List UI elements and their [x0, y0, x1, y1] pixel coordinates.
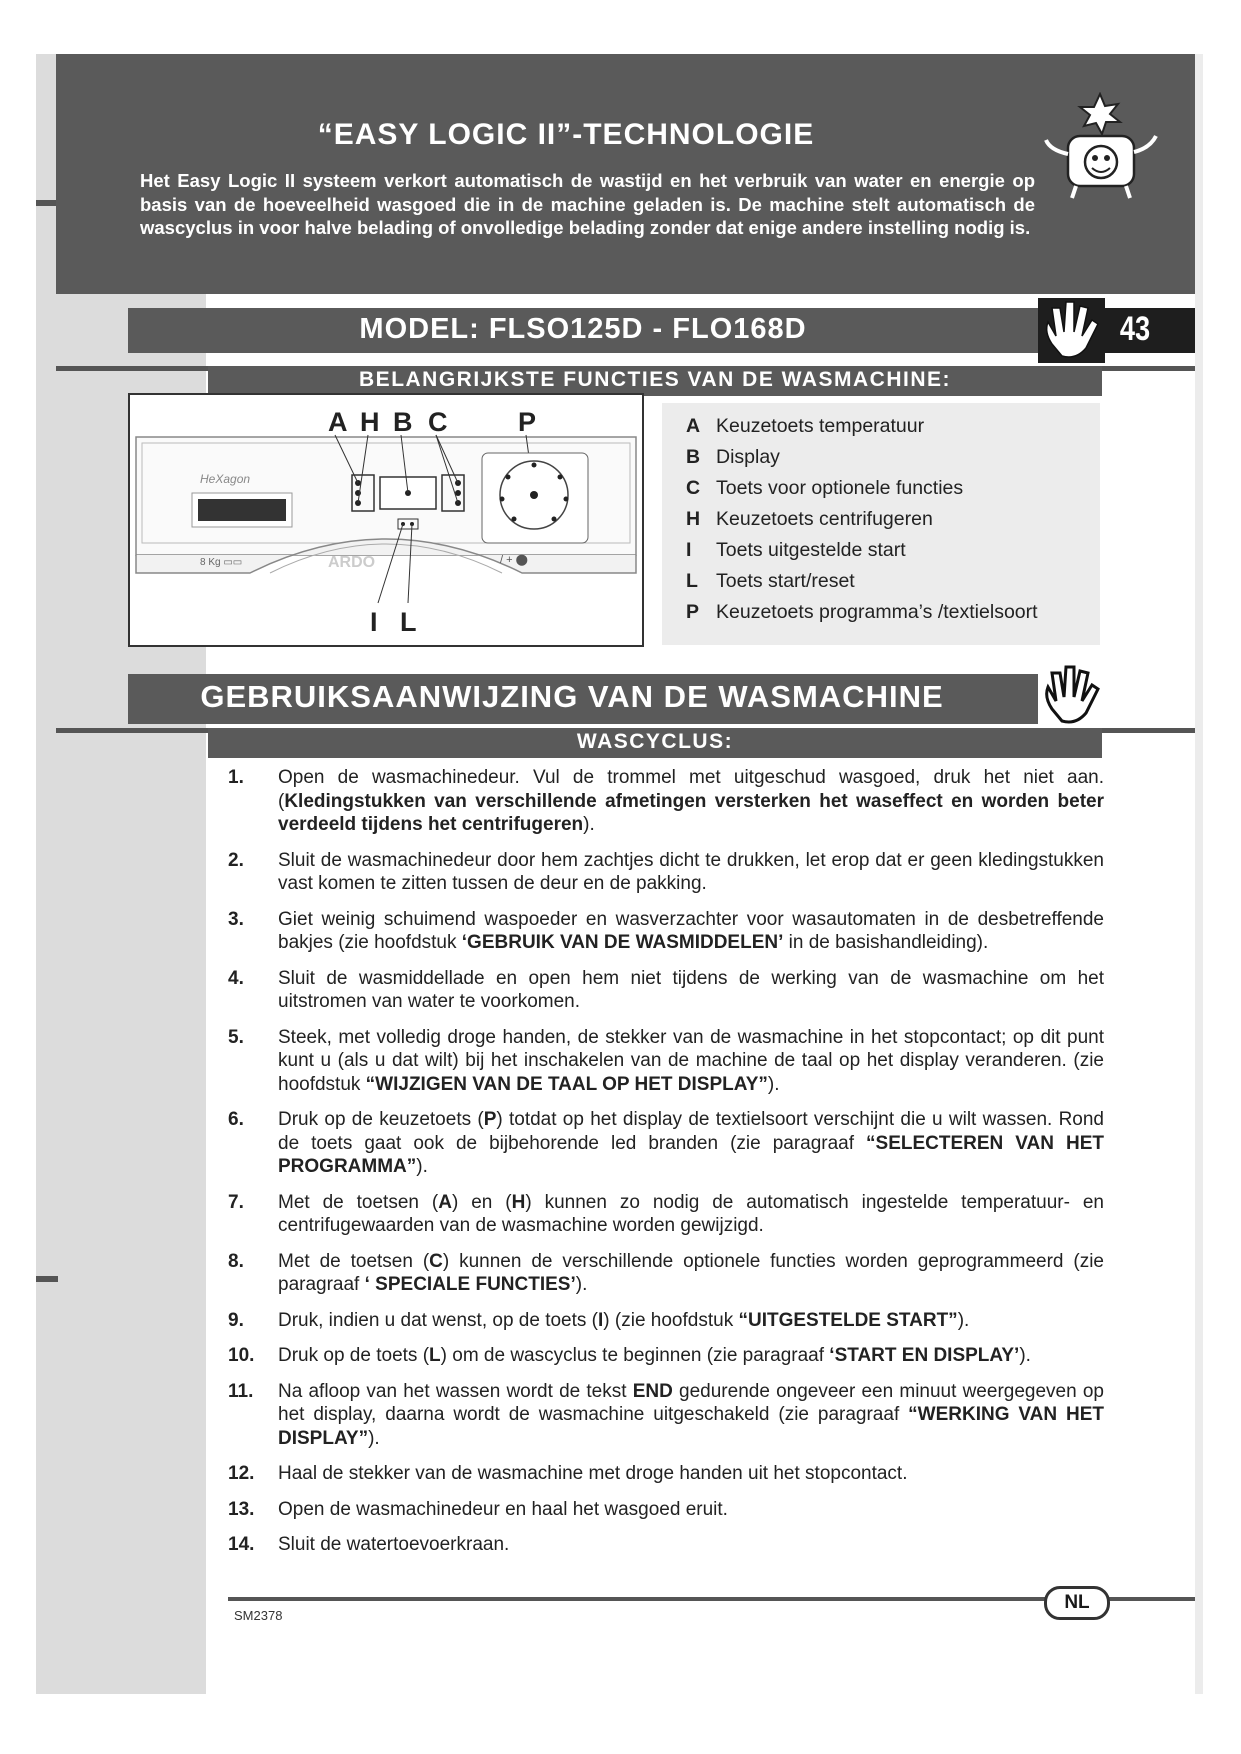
- step-text: ).: [1019, 1345, 1031, 1366]
- step-text: ).: [583, 814, 595, 835]
- step-text: Giet weinig schuimend waspoeder en wasverzachter voor wasautomaten in de desbetreffende bakjes (zie hoofdstuk: [278, 908, 1104, 953]
- step-emphasis: A: [438, 1191, 452, 1213]
- margin-tick-top: [36, 200, 58, 206]
- legend-text: Keuzetoets temperatuur: [716, 415, 925, 437]
- step-number: 11.: [228, 1380, 254, 1402]
- step-text: ).: [575, 1274, 588, 1295]
- functions-legend: [662, 403, 1100, 645]
- usage-title: GEBRUIKSAANWIJZING VAN DE WASMACHINE: [200, 679, 944, 714]
- step-text: Haal de stekker van de wasmachine met droge handen uit het stopcontact.: [278, 1463, 908, 1484]
- legend-key: I: [686, 539, 692, 561]
- step-text: ) kunnen zo nodig de automatisch ingestelde temperatuur- en centrifugewaarden van de wasmachine worden gewijzigd.: [278, 1191, 1104, 1236]
- step-item: [228, 1309, 1104, 1333]
- step-item: [228, 1191, 1104, 1238]
- step-item: [228, 1498, 1104, 1522]
- easy-logic-title: “EASY LOGIC II”-TECHNOLOGIE: [317, 118, 815, 151]
- step-emphasis: END: [632, 1380, 673, 1402]
- step-number: 8.: [228, 1250, 244, 1272]
- step-text: gedurende ongeveer een minuut weergegeven op het display, daarna wordt de wasmachine uitgeschakeld (zie paragraaf: [278, 1380, 1104, 1425]
- legend-key: A: [686, 415, 701, 437]
- diagram-label-I: I: [370, 607, 378, 637]
- step-emphasis: Kledingstukken van verschillende afmetingen versterken het waseffect en worden beter verdeeld tijdens het centrifugeren: [278, 790, 1104, 835]
- legend-text: Toets start/reset: [716, 570, 855, 592]
- step-item: [228, 1108, 1104, 1179]
- legend-item: [686, 442, 1038, 473]
- step-item: [228, 1344, 1104, 1368]
- legend-key: H: [686, 508, 701, 530]
- step-number: 2.: [228, 849, 244, 871]
- step-text: ).: [767, 1073, 780, 1095]
- legend-text: Keuzetoets programma’s /textielsoort: [716, 601, 1038, 623]
- step-text: Druk op de toets (: [278, 1345, 430, 1366]
- legend-item: [686, 411, 1038, 442]
- legend-key: L: [686, 570, 698, 592]
- diagram-label-P: P: [518, 407, 537, 437]
- step-item: [228, 849, 1104, 896]
- page-number: 43: [1119, 310, 1151, 348]
- legend-text: Toets voor optionele functies: [716, 477, 964, 499]
- step-number: 3.: [228, 908, 244, 930]
- step-emphasis: “UITGESTELDE START”: [738, 1309, 958, 1331]
- step-text: Met de toetsen (: [278, 1250, 430, 1272]
- step-number: 13.: [228, 1498, 255, 1520]
- step-text: Met de toetsen (: [278, 1191, 439, 1213]
- legend-item: [686, 473, 1038, 504]
- legend-key: P: [686, 601, 700, 623]
- step-text: ) totdat op het display de textielsoort verschijnt die u wilt wassen. Rond de toets gaat ook de bijbehorende led branden (zie paragraaf: [278, 1109, 1104, 1154]
- step-text: ).: [368, 1427, 380, 1449]
- language-badge: NL: [1044, 1586, 1110, 1620]
- step-emphasis: ‘ SPECIALE FUNCTIES’: [364, 1274, 576, 1295]
- step-text: ) om de wascyclus te beginnen (zie paragraaf: [440, 1345, 830, 1366]
- step-item: [228, 908, 1104, 955]
- hand-icon: [1038, 665, 1105, 725]
- hand-icon-box-top: [1038, 298, 1105, 363]
- functions-title: BELANGRIJKSTE FUNCTIES VAN DE WASMACHINE:: [359, 368, 951, 391]
- step-emphasis: C: [429, 1250, 443, 1272]
- svg-text:ARDO: ARDO: [328, 554, 376, 571]
- diagram-label-H: H: [360, 407, 380, 437]
- hand-icon: [1038, 298, 1105, 363]
- step-emphasis: “SELECTEREN VAN HET PROGRAMMA”: [278, 1132, 1104, 1177]
- step-text: ) (zie hoofdstuk: [603, 1309, 739, 1331]
- step-number: 9.: [228, 1309, 244, 1331]
- easy-logic-intro: Het Easy Logic II systeem verkort automatisch de wastijd en het verbruik van water en energie op basis van de hoeveelheid wasgoed die in de machine geladen is. De machine stelt automatisch de wascyclus in voor halve belading of onvolledige belading zonder dat enige andere instelling nodig is.: [140, 170, 1035, 238]
- diagram-label-C: C: [428, 407, 448, 437]
- step-number: 14.: [228, 1534, 255, 1555]
- legend-key: B: [686, 446, 701, 468]
- legend-item: [686, 535, 1038, 566]
- step-text: ).: [957, 1309, 970, 1331]
- step-text: Open de wasmachinedeur en haal het wasgoed eruit.: [278, 1498, 728, 1520]
- step-number: 1.: [228, 767, 244, 788]
- step-text: ).: [416, 1156, 428, 1177]
- step-text: Sluit de wasmiddellade en open hem niet tijdens de werking van de wasmachine om het uitstromen van water te voorkomen.: [278, 967, 1104, 1012]
- step-item: [228, 1462, 1104, 1486]
- legend-text: Display: [716, 446, 780, 468]
- step-item: [228, 1533, 1104, 1557]
- step-text: Sluit de wasmachinedeur door hem zachtjes dicht te drukken, let erop dat er geen kledingstukken vast komen te zitten tussen de deur en de pakking.: [278, 849, 1104, 894]
- step-text: Sluit de watertoevoerkraan.: [278, 1534, 510, 1555]
- diagram-label-A: A: [328, 407, 348, 437]
- step-text: Druk, indien u dat wenst, op de toets (: [278, 1309, 599, 1331]
- left-margin-strip: [36, 54, 206, 1694]
- step-emphasis: “WIJZIGEN VAN DE TAAL OP HET DISPLAY”: [365, 1073, 768, 1095]
- step-text: Druk op de keuzetoets (: [278, 1109, 484, 1130]
- step-emphasis: L: [429, 1345, 441, 1366]
- step-number: 12.: [228, 1463, 255, 1484]
- diagram-brand-label: HeXagon: [200, 472, 251, 486]
- legend-list: [686, 411, 1038, 628]
- legend-item: [686, 597, 1038, 628]
- step-emphasis: ‘GEBRUIK VAN DE WASMIDDELEN’: [461, 932, 784, 953]
- step-item: [228, 1026, 1104, 1097]
- svg-text:/ + ⬤: / + ⬤: [500, 554, 528, 566]
- step-emphasis: I: [598, 1309, 604, 1331]
- wascyclus-title: WASCYCLUS:: [576, 730, 734, 753]
- legend-item: [686, 504, 1038, 535]
- diagram-label-B: B: [393, 407, 413, 437]
- legend-key: C: [686, 477, 701, 499]
- step-text: Steek, met volledig droge handen, de stekker van de wasmachine in het stopcontact; op dit punt kunt u (als u dat wilt) bij het inschakelen van de machine de taal op het display veranderen. (zie hoofdstuk: [278, 1026, 1104, 1095]
- diagram-label-L: L: [400, 607, 417, 637]
- step-emphasis: H: [511, 1191, 526, 1213]
- step-number: 4.: [228, 967, 244, 989]
- model-title: MODEL: FLSO125D - FLO168D: [359, 313, 807, 345]
- step-number: 5.: [228, 1026, 244, 1048]
- legend-item: [686, 566, 1038, 597]
- step-emphasis: ‘START EN DISPLAY’: [829, 1345, 1020, 1366]
- step-text: ) en (: [451, 1191, 512, 1213]
- step-number: 6.: [228, 1109, 244, 1130]
- step-text: ) kunnen de verschillende optionele functies worden geprogrammeerd (zie paragraaf: [278, 1250, 1104, 1295]
- svg-text:8 Kg ▭▭: 8 Kg ▭▭: [200, 557, 243, 568]
- washing-machine-mascot-icon: [1040, 92, 1160, 202]
- hand-icon-box-bottom: [1038, 665, 1105, 725]
- right-margin-strip: [1195, 54, 1203, 1694]
- step-item: [228, 766, 1104, 837]
- wascyclus-steps: [228, 766, 1104, 1569]
- step-text: Open de wasmachinedeur. Vul de trommel met uitgeschud wasgoed, druk het niet aan. (: [278, 767, 1104, 812]
- legend-text: Keuzetoets centrifugeren: [716, 508, 933, 530]
- step-number: 10.: [228, 1345, 255, 1366]
- legend-text: Toets uitgestelde start: [716, 539, 906, 561]
- step-emphasis: P: [483, 1109, 497, 1130]
- control-panel-diagram: [128, 393, 644, 647]
- step-item: [228, 1250, 1104, 1297]
- step-emphasis: “WERKING VAN HET DISPLAY”: [278, 1404, 1104, 1449]
- document-code: SM2378: [234, 1608, 283, 1623]
- step-text: Na afloop van het wassen wordt de tekst: [278, 1380, 633, 1402]
- step-number: 7.: [228, 1191, 244, 1213]
- step-text: in de basishandleiding).: [783, 932, 989, 953]
- step-item: [228, 1380, 1104, 1451]
- margin-tick-bottom: [36, 1276, 58, 1282]
- step-item: [228, 967, 1104, 1014]
